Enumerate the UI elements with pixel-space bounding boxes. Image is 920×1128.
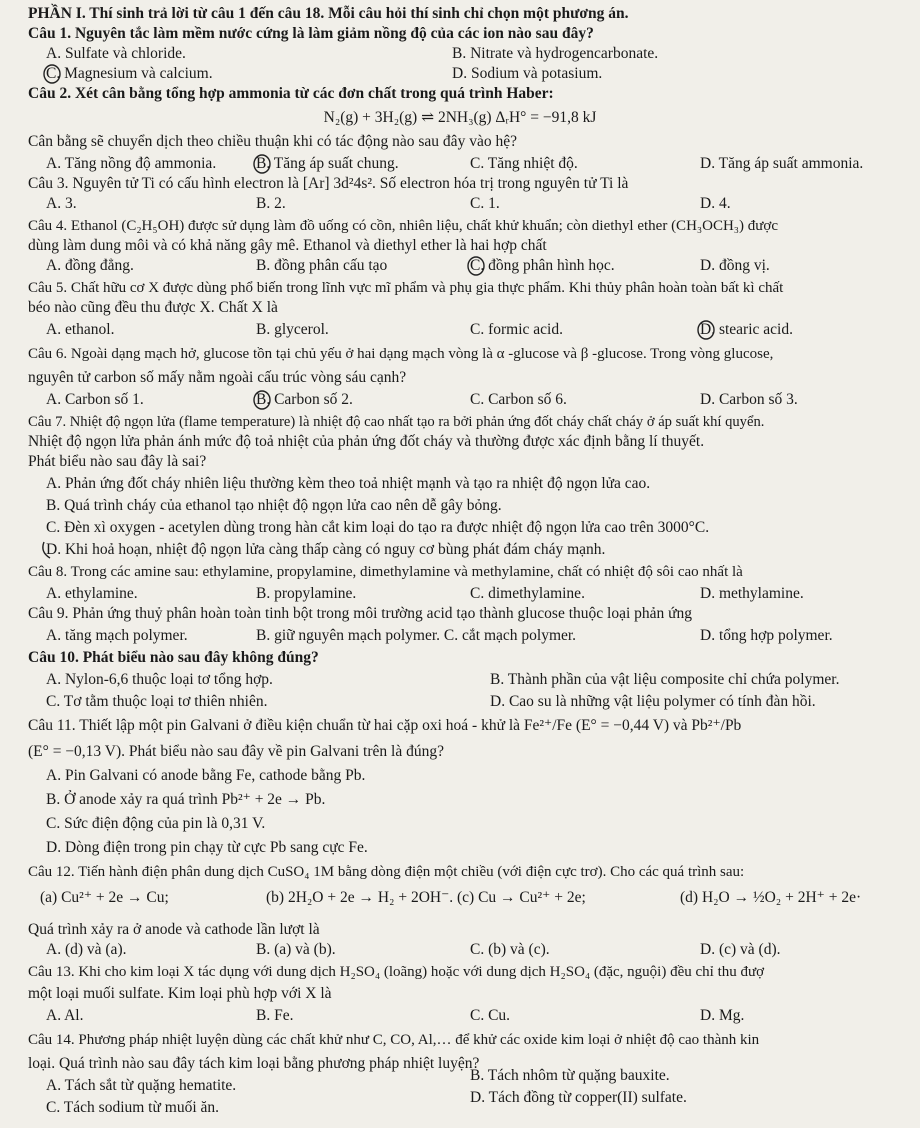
q13-stem-line1: Câu 13. Khi cho kim loại X tác dụng với dung dịch H₂SO₄ (loãng) hoặc với dung dịch H₂SO₄ (đặc, nguội) đều chỉ thu đượ	[28, 964, 765, 980]
q5-option-a[interactable]: A. ethanol.	[46, 321, 115, 338]
q2-option-d[interactable]: D. Tăng áp suất ammonia.	[700, 155, 864, 172]
q2-option-c[interactable]: C. Tăng nhiệt độ.	[470, 155, 578, 172]
q6-option-d[interactable]: D. Carbon số 3.	[700, 391, 798, 408]
q13-option-c[interactable]: C. Cu.	[470, 1007, 511, 1024]
q6-option-a[interactable]: A. Carbon số 1.	[46, 391, 144, 408]
q5-option-c[interactable]: C. formic acid.	[470, 321, 563, 338]
q9-stem: Câu 9. Phản ứng thuỷ phân hoàn toàn tinh bột trong môi trường acid tạo thành glucose thuộc loại phản ứng	[28, 605, 693, 622]
q5-option-d[interactable]: D. stearic acid.	[700, 321, 793, 338]
q8-stem: Câu 8. Trong các amine sau: ethylamine, propylamine, dimethylamine và methylamine, chất có nhiệt độ sôi cao nhất là	[28, 564, 743, 580]
q13-option-b[interactable]: B. Fe.	[256, 1007, 294, 1024]
q10-option-b[interactable]: B. Thành phần của vật liệu composite chỉ chứa polymer.	[490, 671, 840, 688]
q5-stem-line1: Câu 5. Chất hữu cơ X được dùng phổ biến trong lĩnh vực mĩ phẩm và phụ gia thực phẩm. Khi thủy phân hoàn toàn bất kì chất	[28, 280, 784, 296]
q11-option-d[interactable]: D. Dòng điện trong pin chạy từ cực Pb sang cực Fe.	[46, 839, 368, 856]
q12-process-d: (d) H₂O → ½O₂ + 2H⁺ + 2e·	[680, 889, 862, 906]
q5-stem-line2: béo nào cũng đều thu được X. Chất X là	[28, 299, 278, 316]
q7-option-a[interactable]: A. Phản ứng đốt cháy nhiên liệu thường kèm theo toả nhiệt mạnh và tạo ra nhiệt độ ngọn lửa cao.	[46, 475, 651, 492]
q12-question: Quá trình xảy ra ở anode và cathode lần lượt là	[28, 921, 320, 938]
q7-option-c[interactable]: C. Đèn xì oxygen - acetylen dùng trong hàn cắt kim loại do tạo ra được nhiệt độ ngọn lửa cao trên 3000°C.	[46, 519, 710, 536]
q11-option-c[interactable]: C. Sức điện động của pin là 0,31 V.	[46, 815, 266, 832]
q10-option-a[interactable]: A. Nylon-6,6 thuộc loại tơ tổng hợp.	[46, 671, 273, 688]
q7-option-d[interactable]: D. Khi hoả hoạn, nhiệt độ ngọn lửa càng thấp càng có nguy cơ bùng phát đám cháy mạnh.	[46, 541, 606, 558]
heading: PHẦN I. Thí sinh trả lời từ câu 1 đến câu 18. Mỗi câu hỏi thí sinh chỉ chọn một phương án.	[28, 5, 629, 22]
q9-option-bc[interactable]: B. giữ nguyên mạch polymer. C. cắt mạch polymer.	[256, 627, 577, 644]
q4-stem-line1: Câu 4. Ethanol (C₂H₅OH) được sử dụng làm đồ uống có cồn, nhiên liệu, chất khử khuẩn; còn diethyl ether (CH₃OCH₃) được	[28, 218, 778, 234]
q6-stem-line2: nguyên tử carbon số mấy nằm ngoài cấu trúc vòng sáu cạnh?	[28, 369, 407, 386]
q3-option-b[interactable]: B. 2.	[256, 195, 286, 212]
q4-option-d[interactable]: D. đồng vị.	[700, 257, 770, 274]
q2-option-b[interactable]: B. Tăng áp suất chung.	[256, 155, 399, 172]
q3-option-c[interactable]: C. 1.	[470, 195, 500, 212]
q14-option-b[interactable]: B. Tách nhôm từ quặng bauxite.	[470, 1067, 670, 1084]
q12-stem: Câu 12. Tiến hành điện phân dung dịch CuSO₄ 1M bằng dòng điện một chiều (với điện cực trơ). Cho các quá trình sau:	[28, 864, 745, 880]
q1-option-b[interactable]: B. Nitrate và hydrogencarbonate.	[452, 45, 659, 62]
q14-option-d[interactable]: D. Tách đồng từ copper(II) sulfate.	[470, 1089, 687, 1106]
q10-option-d[interactable]: D. Cao su là những vật liệu polymer có tính đàn hồi.	[490, 693, 816, 710]
q11-stem-line1: Câu 11. Thiết lập một pin Galvani ở điều kiện chuẩn từ hai cặp oxi hoá - khử là Fe²⁺/Fe (E° = −0,44 V) và Pb²⁺/Pb	[28, 717, 742, 734]
q6-option-c[interactable]: C. Carbon số 6.	[470, 391, 567, 408]
q2-option-a[interactable]: A. Tăng nồng độ ammonia.	[46, 155, 217, 172]
q9-option-d[interactable]: D. tổng hợp polymer.	[700, 627, 833, 644]
q3-stem: Câu 3. Nguyên tử Ti có cấu hình electron là [Ar] 3d²4s². Số electron hóa trị trong nguyên tử Ti là	[28, 175, 629, 192]
q3-option-d[interactable]: D. 4.	[700, 195, 731, 212]
q2-stem: Câu 2. Xét cân bằng tổng hợp ammonia từ các đơn chất trong quá trình Haber:	[28, 85, 554, 102]
q2-question: Cân bằng sẽ chuyển dịch theo chiều thuận khi có tác động nào sau đây vào hệ?	[28, 133, 517, 150]
q14-option-c[interactable]: C. Tách sodium từ muối ăn.	[46, 1099, 220, 1116]
q4-option-c[interactable]: C. đồng phân hình học.	[470, 257, 615, 274]
q11-option-a[interactable]: A. Pin Galvani có anode bằng Fe, cathode bằng Pb.	[46, 767, 366, 784]
q8-option-c[interactable]: C. dimethylamine.	[470, 585, 585, 602]
q8-option-a[interactable]: A. ethylamine.	[46, 585, 138, 602]
q4-option-b[interactable]: B. đồng phân cấu tạo	[256, 257, 388, 274]
q13-option-d[interactable]: D. Mg.	[700, 1007, 745, 1024]
q7-stem-line3: Phát biểu nào sau đây là sai?	[28, 453, 207, 470]
q4-stem-line2: dùng làm dung môi và có khả năng gây mê. Ethanol và diethyl ether là hai hợp chất	[28, 237, 547, 254]
q8-option-d[interactable]: D. methylamine.	[700, 585, 804, 602]
q1-option-d[interactable]: D. Sodium và potasium.	[452, 65, 603, 82]
q7-stem-line2: Nhiệt độ ngọn lửa phản ánh mức độ toả nhiệt của phản ứng đốt cháy và thường được xác định bằng lí thuyết.	[28, 433, 705, 450]
q12-option-a[interactable]: A. (d) và (a).	[46, 941, 127, 958]
q12-option-d[interactable]: D. (c) và (d).	[700, 941, 781, 958]
q12-option-b[interactable]: B. (a) và (b).	[256, 941, 336, 958]
q14-option-a[interactable]: A. Tách sắt từ quặng hematite.	[46, 1077, 237, 1094]
q10-stem: Câu 10. Phát biểu nào sau đây không đúng?	[28, 649, 319, 666]
q14-stem-line2: loại. Quá trình nào sau đây tách kim loại bằng phương pháp nhiệt luyện?	[28, 1055, 480, 1072]
q7-option-b[interactable]: B. Quá trình cháy của ethanol tạo nhiệt độ ngọn lửa cao nên dễ gây bỏng.	[46, 497, 502, 514]
q1-option-c[interactable]: C. Magnesium và calcium.	[46, 65, 213, 82]
q5-option-b[interactable]: B. glycerol.	[256, 321, 329, 338]
q6-option-b[interactable]: B. Carbon số 2.	[256, 391, 353, 408]
q12-process-bc: (b) 2H₂O + 2e → H₂ + 2OH⁻. (c) Cu → Cu²⁺ + 2e;	[266, 889, 586, 906]
q11-option-b[interactable]: B. Ở anode xảy ra quá trình Pb²⁺ + 2e → Pb.	[46, 791, 326, 808]
q14-stem-line1: Câu 14. Phương pháp nhiệt luyện dùng các chất khử như C, CO, Al,… để khử các oxide kim loại ở nhiệt độ cao thành kin	[28, 1032, 760, 1048]
q4-option-a[interactable]: A. đồng đẳng.	[46, 257, 134, 274]
q1-option-a[interactable]: A. Sulfate và chloride.	[46, 45, 186, 62]
q6-stem-line1: Câu 6. Ngoài dạng mạch hở, glucose tồn tại chủ yếu ở hai dạng mạch vòng là α -glucose và β -glucose. Trong vòng glucose,	[28, 346, 774, 362]
q13-option-a[interactable]: A. Al.	[46, 1007, 84, 1024]
q3-option-a[interactable]: A. 3.	[46, 195, 77, 212]
q9-option-a[interactable]: A. tăng mạch polymer.	[46, 627, 188, 644]
q2-equation: N₂(g) + 3H₂(g) ⇌ 2NH₃(g) ΔᵣH° = −91,8 kJ	[323, 109, 597, 126]
q8-option-b[interactable]: B. propylamine.	[256, 585, 357, 602]
q12-process-a: (a) Cu²⁺ + 2e → Cu;	[40, 889, 169, 906]
q11-stem-line2: (E° = −0,13 V). Phát biểu nào sau đây về pin Galvani trên là đúng?	[28, 743, 444, 760]
q1-stem: Câu 1. Nguyên tắc làm mềm nước cứng là làm giảm nồng độ của các ion nào sau đây?	[28, 25, 594, 42]
q7-stem-line1: Câu 7. Nhiệt độ ngọn lửa (flame temperature) là nhiệt độ cao nhất tạo ra bởi phản ứng đốt cháy chất cháy ở áp suất khí quyển.	[28, 414, 765, 430]
q13-stem-line2: một loại muối sulfate. Kim loại phù hợp với X là	[28, 985, 332, 1002]
q12-option-c[interactable]: C. (b) và (c).	[470, 941, 550, 958]
q10-option-c[interactable]: C. Tơ tằm thuộc loại tơ thiên nhiên.	[46, 693, 268, 710]
